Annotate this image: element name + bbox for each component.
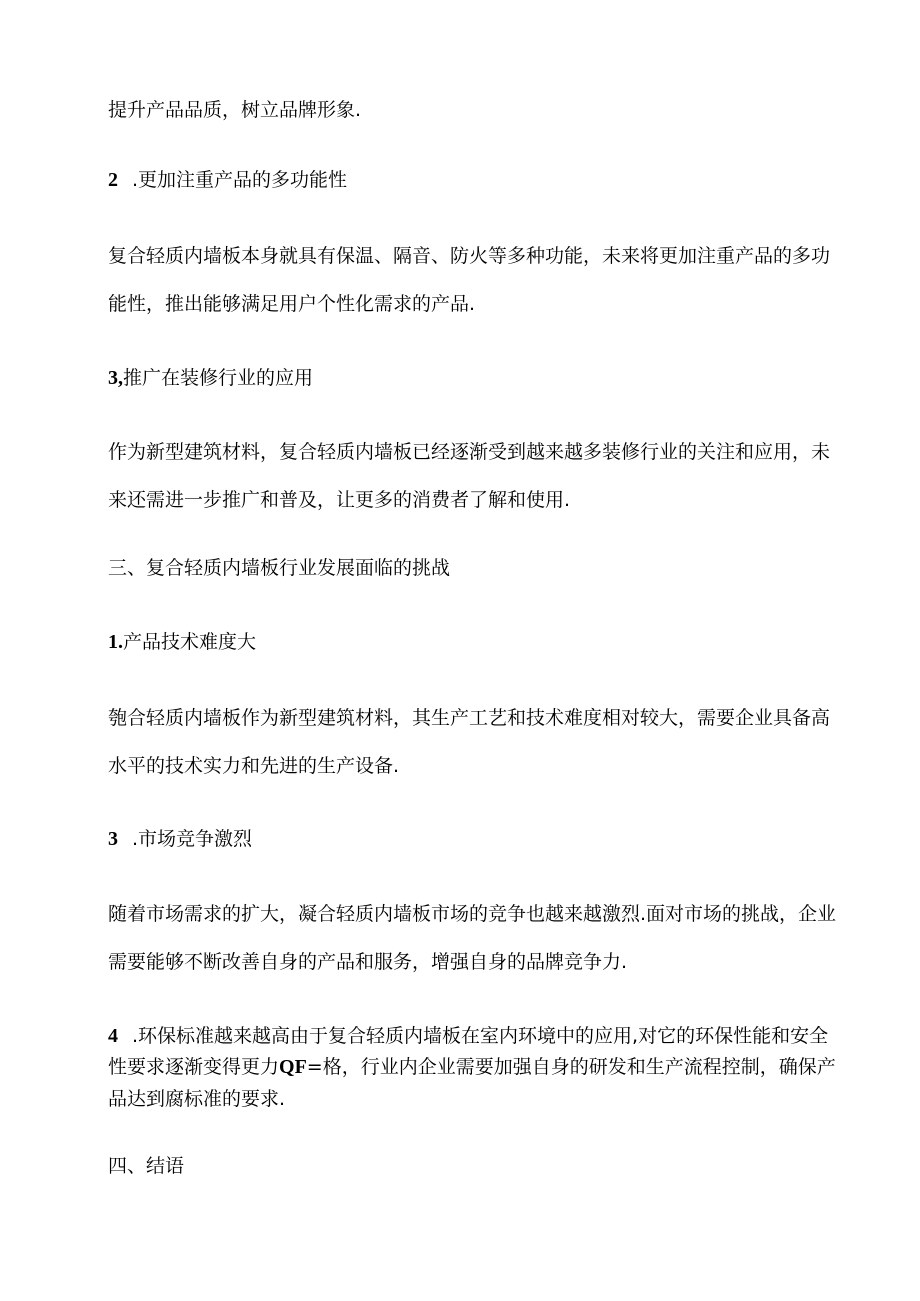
text: 匏合轻质内墙板作为新型建筑材料，其生产工艺和技术难度相对较大，需要企业具备高	[108, 707, 831, 729]
heading-environmental-standards	[108, 1024, 828, 1048]
text: 随着市场需求的扩大，凝合轻质内墙板市场的竞争也越来越激烈.面对市场的挑战，企业	[108, 903, 837, 925]
text: 需要能够不断改善自身的产品和服务，增强自身的品牌竞争力.	[108, 951, 628, 973]
paragraph-line	[108, 292, 475, 316]
text: 水平的技术实力和先进的生产设备.	[108, 755, 400, 777]
heading-more-multifunctional	[108, 168, 347, 192]
text: 能性，推出能够满足用户个性化需求的产品.	[108, 293, 476, 315]
heading-promote-decoration	[108, 366, 313, 390]
text-bold: QF	[279, 1056, 307, 1078]
paragraph-line	[108, 754, 399, 778]
section-title-challenges	[108, 556, 450, 580]
section-title-conclusion	[108, 1154, 184, 1178]
heading-number: 2	[108, 169, 118, 191]
heading-number: 3,	[108, 367, 123, 389]
text: .环保标准越来越高由于复合轻质内墙板在室内环境中的应用,对它的环保性能和安全	[132, 1025, 829, 1047]
heading-market-competition	[108, 827, 252, 851]
text: 四、结语	[108, 1155, 185, 1177]
paragraph-line	[108, 1087, 285, 1111]
paragraph-line	[108, 902, 836, 926]
text: 来还需进一步推广和普及，让更多的消费者了解和使用.	[108, 489, 571, 511]
paragraph-line	[108, 1055, 836, 1079]
heading-text: .更加注重产品的多功能性	[132, 169, 348, 191]
text: 品达到腐标准的要求.	[108, 1088, 286, 1110]
heading-technical-difficulty	[108, 630, 256, 654]
heading-number: 3	[108, 828, 118, 850]
text: 提升产品品质，树立品牌形象.	[108, 99, 362, 121]
heading-text: 推广在装修行业的应用	[123, 367, 314, 389]
paragraph-line	[108, 440, 830, 464]
heading-number: 1.	[108, 631, 123, 653]
paragraph-line	[108, 950, 627, 974]
text: =格，行业内企业需要加强自身的研发和生产流程控制，确保产	[306, 1056, 836, 1078]
text: 性要求逐渐变得更力	[108, 1056, 280, 1078]
heading-text: .市场竞争激烈	[132, 828, 253, 850]
heading-text: 产品技术难度大	[123, 631, 257, 653]
paragraph-line	[108, 488, 570, 512]
text: 复合轻质内墙板本身就具有保温、隔音、防火等多种功能，未来将更加注重产品的多功	[108, 245, 831, 267]
text: 作为新型建筑材料，复合轻质内墙板已经逐渐受到越来越多装修行业的关注和应用，未	[108, 441, 831, 463]
paragraph-line	[108, 98, 361, 122]
paragraph-line	[108, 706, 830, 730]
heading-number: 4	[108, 1025, 118, 1047]
paragraph-line	[108, 244, 830, 268]
text: 三、复合轻质内墙板行业发展面临的挑战	[108, 557, 451, 579]
